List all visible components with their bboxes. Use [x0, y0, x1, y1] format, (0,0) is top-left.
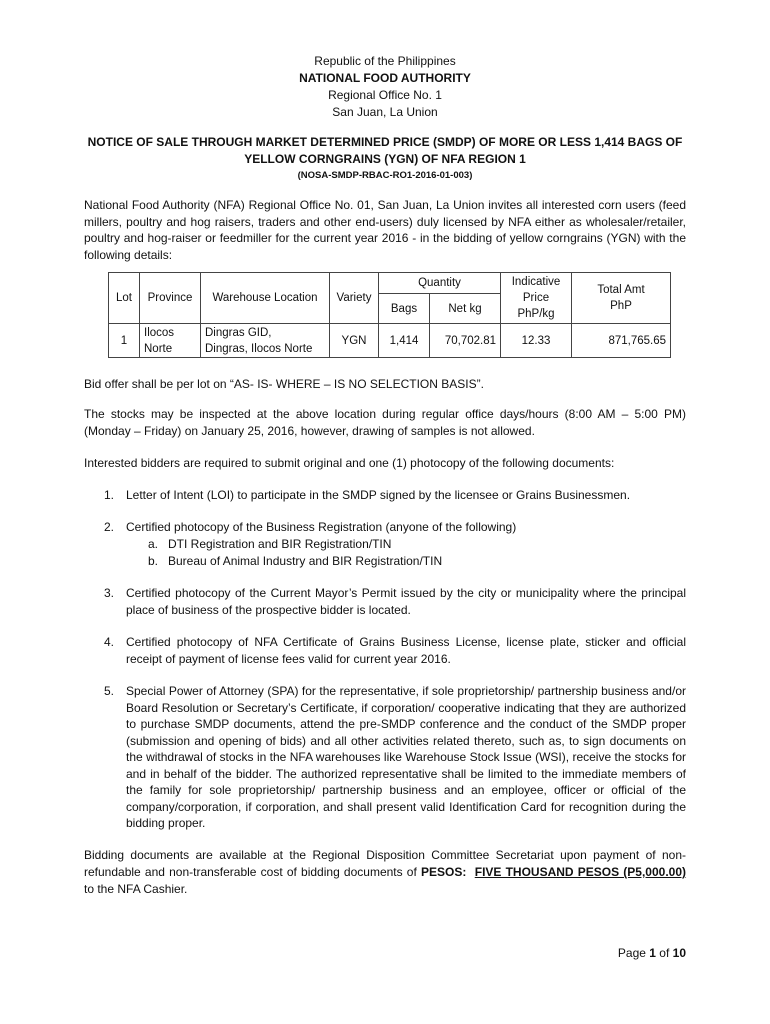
- cell-variety: YGN: [330, 324, 379, 358]
- header-bags: Bags: [379, 294, 430, 324]
- list-item-text: Certified photocopy of the Current Mayor’s Permit issued by the city or municipality where the principal place of business of the prospective bidder is located.: [126, 586, 686, 617]
- letterhead: [0, 53, 770, 121]
- list-item-number: 5.: [104, 684, 115, 698]
- lot-details-table: [108, 272, 671, 358]
- header-price-line3: PhP/kg: [517, 308, 555, 320]
- inspection-paragraph: The stocks may be inspected at the above location during regular office days/hours (8:00 AM – 5:00 PM) (Monday – Friday) on January 25, 2016, however, drawing of samples is not allowed.: [84, 407, 686, 438]
- header-warehouse: Warehouse Location: [201, 273, 330, 324]
- table-row: [109, 324, 671, 358]
- sub-list-item-text: DTI Registration and BIR Registration/TIN: [168, 537, 392, 551]
- list-item-text: Certified photocopy of the Business Registration (anyone of the following): [126, 520, 517, 534]
- page-footer: [560, 946, 686, 960]
- header-indicative-price: [501, 273, 572, 324]
- footer-page-label: Page: [617, 946, 650, 960]
- header-variety: Variety: [330, 273, 379, 324]
- cell-warehouse-line2: Dingras, Ilocos Norte: [205, 342, 313, 355]
- list-item-number: 1.: [104, 488, 115, 502]
- intro-paragraph: National Food Authority (NFA) Regional Office No. 01, San Juan, La Union invites all interested corn users (feed millers, poultry and hog raisers, traders and other end-users) duly licensed by NFA either as wholesaler/retailer, poultry and hog-raiser or feedmiller for the current year 2016 - in the bidding of yellow corngrains (YGN) with the following details:: [84, 198, 686, 262]
- list-item-text: Special Power of Attorney (SPA) for the representative, if sole proprietorship/ partnership business and/or Board Resolution or Secretary’s Certificate, if corporation/ cooperative indicating that they are authorized to purchase SMDP documents, attend the pre-SMDP conference and the conduct of the SMDP proper (submission and opening of bids) and all other activities related thereto, such as, to sign documents on the withdrawal of stocks in the NFA warehouses like Warehouse Stock Issue (WSI), receive the stocks for and in behalf of the bidder. The authorized representative shall be limited to the immediate members of the family for sole proprietorship/ partnership business and an employee, officer or official of the company/corporation, if corporation, and shall present valid Identification Card for recognition during the bidding proper.: [126, 684, 686, 830]
- notice-reference: (NOSA-SMDP-RBAC-RO1-2016-01-003): [297, 170, 473, 181]
- list-item-number: 4.: [104, 635, 115, 649]
- header-total-amount: [572, 273, 671, 324]
- footer-of-label: of: [655, 946, 673, 960]
- list-item-text: Certified photocopy of NFA Certificate of Grains Business License, license plate, sticker and official receipt of payment of license fees valid for current year 2016.: [126, 635, 686, 666]
- list-item-number: 2.: [104, 520, 115, 534]
- notice-title: [80, 134, 690, 183]
- cell-province-line2: Norte: [144, 342, 173, 355]
- list-item-number: 3.: [104, 586, 115, 600]
- bidding-documents-paragraph: [84, 847, 686, 898]
- notice-title-line2: YELLOW CORNGRAINS (YGN) OF NFA REGION 1: [244, 152, 526, 166]
- cell-price: 12.33: [501, 324, 572, 358]
- sub-list-item-letter: b.: [148, 554, 159, 568]
- cell-total: 871,765.65: [572, 324, 671, 358]
- list-item-text: Letter of Intent (LOI) to participate in the SMDP signed by the licensee or Grains Businessmen.: [126, 488, 631, 502]
- header-province: Province: [140, 273, 201, 324]
- bidding-docs-amount: FIVE THOUSAND PESOS (P5,000.00): [474, 865, 687, 879]
- cell-warehouse-line1: Dingras GID,: [205, 326, 272, 339]
- cell-lot: 1: [109, 324, 140, 358]
- header-total-line1: Total Amt: [597, 284, 645, 296]
- bidding-docs-text-before: Bidding documents are available at the Regional Disposition Committee Secretariat upon payment of non-refundable and non-transferable cost of bidding documents of: [84, 848, 686, 879]
- footer-page-number: 1: [649, 946, 656, 960]
- letterhead-agency: NATIONAL FOOD AUTHORITY: [299, 71, 471, 85]
- bidding-docs-pesos-label: PESOS:: [421, 865, 467, 879]
- header-price-line2: Price: [522, 292, 550, 304]
- bidding-docs-text-after: to the NFA Cashier.: [84, 882, 188, 896]
- cell-bags: 1,414: [379, 324, 430, 358]
- cell-province-line1: Ilocos: [144, 326, 175, 339]
- letterhead-office: Regional Office No. 1: [328, 88, 442, 102]
- table-header-row: [109, 273, 671, 294]
- sub-list-item-text: Bureau of Animal Industry and BIR Registration/TIN: [168, 554, 443, 568]
- requirements-intro: Interested bidders are required to submit original and one (1) photocopy of the following documents:: [84, 456, 615, 470]
- header-lot: Lot: [109, 273, 140, 324]
- header-price-line1: Indicative: [511, 276, 561, 288]
- notice-title-line1: NOTICE OF SALE THROUGH MARKET DETERMINED PRICE (SMDP) OF MORE OR LESS 1,414 BAGS OF: [87, 135, 683, 149]
- header-total-line2: PhP: [610, 300, 632, 312]
- letterhead-address: San Juan, La Union: [332, 105, 438, 119]
- cell-province: [140, 324, 201, 358]
- bid-offer-paragraph: Bid offer shall be per lot on “AS- IS- WHERE – IS NO SELECTION BASIS”.: [84, 377, 484, 391]
- cell-warehouse: [201, 324, 330, 358]
- header-net-kg: Net kg: [430, 294, 501, 324]
- cell-net-kg: 70,702.81: [430, 324, 501, 358]
- header-quantity: Quantity: [379, 273, 501, 294]
- sub-list-item-letter: a.: [148, 537, 159, 551]
- letterhead-republic: Republic of the Philippines: [314, 54, 456, 68]
- footer-total-pages: 10: [672, 946, 686, 960]
